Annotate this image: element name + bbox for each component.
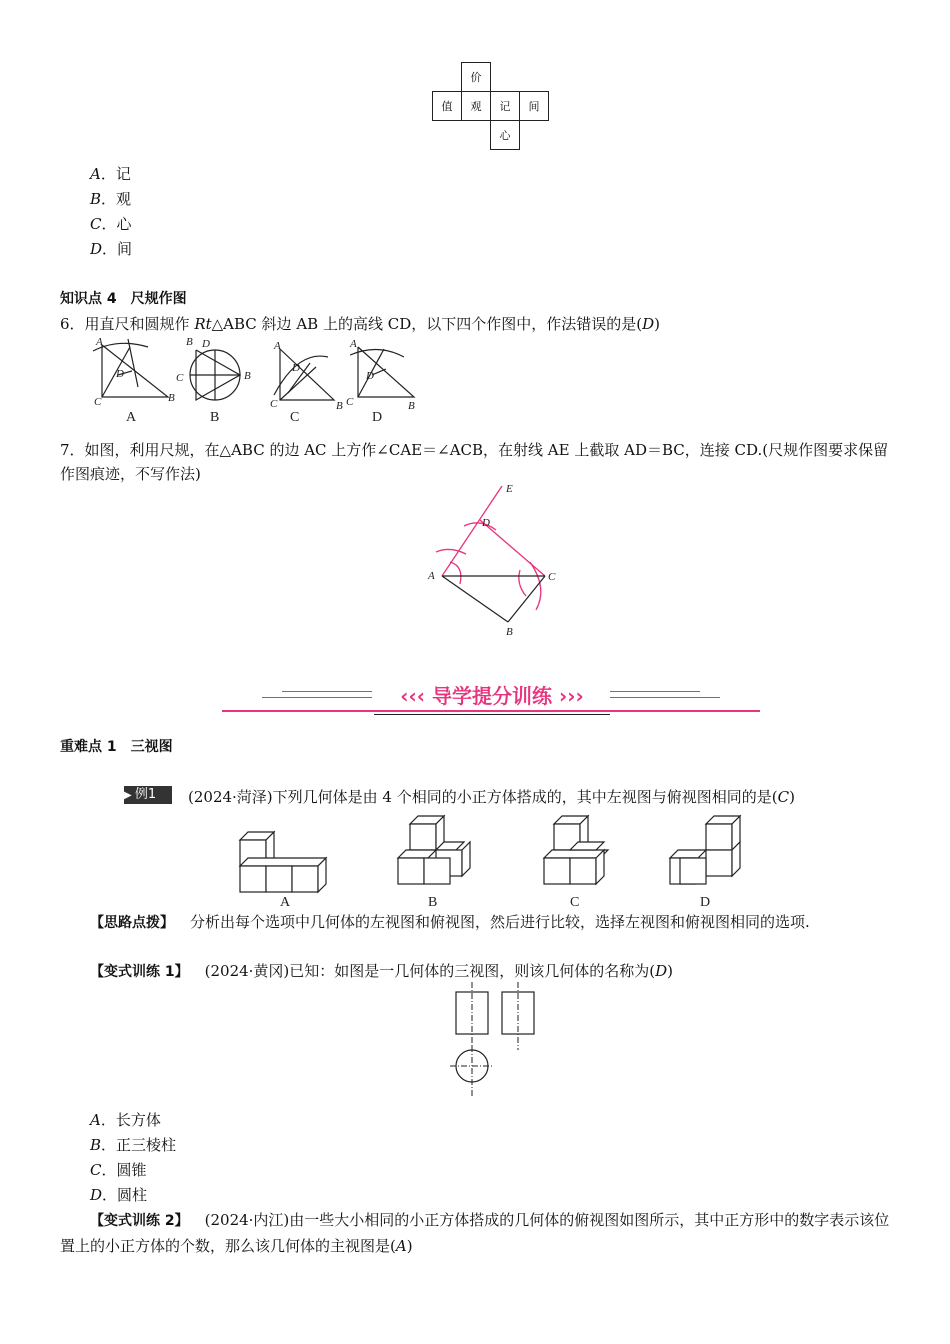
svg-text:B: B: [168, 392, 175, 404]
section-title: 知识点 4 尺规作图: [60, 291, 187, 307]
ex1-label-d: D: [700, 895, 711, 910]
cube-net: [432, 62, 549, 150]
svg-text:C: C: [176, 372, 184, 384]
var1-option-a: A．长方体: [90, 1111, 161, 1129]
ex1-label-c: C: [570, 895, 580, 910]
svg-text:A: A: [350, 338, 357, 350]
q5-option-a: A．记: [90, 165, 131, 183]
q6-label-b: B: [210, 410, 220, 425]
example-badge: ▶ 例1: [124, 786, 172, 804]
svg-text:D: D: [292, 362, 300, 374]
chevrons-right-icon: ›››: [552, 684, 584, 708]
net-cell: 间: [520, 92, 549, 121]
three-views-figure: [440, 980, 550, 1102]
svg-text:D: D: [202, 338, 210, 350]
q5-option-d: D．间: [90, 240, 133, 258]
q6-label-d: D: [372, 410, 383, 425]
q5-option-b: B．观: [90, 190, 132, 208]
hint-paragraph: 【思路点拨】 分析出每个选项中几何体的左视图和俯视图，然后进行比较，选择左视图和俯视图相同的选项.: [90, 913, 810, 931]
svg-text:C: C: [346, 396, 354, 408]
section-banner: [222, 678, 760, 718]
example-1-text: (2024·菏泽)下列几何体是由 4 个相同的小正方体搭成的，其中左视图与俯视图相同的是(C): [188, 788, 795, 806]
net-cell: 观: [462, 92, 491, 121]
section-title: 重难点 1 三视图: [60, 739, 173, 755]
example-1-figures: [236, 806, 756, 910]
point-a: A: [428, 570, 435, 582]
q5-option-c: C．心: [90, 215, 132, 233]
point-d: D: [482, 517, 490, 529]
q6-label-a: A: [126, 410, 137, 425]
variant-2-text: 【变式训练 2】 (2024·内江)由一些大小相同的小正方体搭成的几何体的俯视图如图所示，其中正方形中的数字表示该位置上的小正方体的个数，那么该几何体的主视图是(A): [60, 1211, 890, 1255]
chevrons-left-icon: ‹‹‹: [400, 684, 432, 708]
net-cell: 值: [433, 92, 462, 121]
question-7: 7．如图，利用尺规，在△ABC 的边 AC 上方作∠CAE＝∠ACB，在射线 AE 上截取 AD＝BC，连接 CD.(尺规作图要求保留作图痕迹，不写作法): [60, 441, 889, 483]
svg-text:B: B: [408, 400, 415, 412]
svg-text:A: A: [274, 340, 281, 352]
net-cell: 记: [491, 92, 520, 121]
point-b: B: [506, 626, 513, 638]
svg-text:D: D: [116, 368, 124, 380]
play-icon: ▶: [124, 790, 135, 801]
svg-text:A: A: [96, 336, 103, 348]
q6-figures: [88, 335, 428, 427]
banner-title: ‹‹‹ 导学提分训练 ›››: [400, 684, 584, 708]
ex1-label-b: B: [428, 895, 438, 910]
svg-text:D: D: [366, 370, 374, 382]
q6-label-c: C: [290, 410, 300, 425]
var1-option-d: D．圆柱: [90, 1186, 148, 1204]
point-e: E: [506, 483, 513, 495]
svg-text:B: B: [186, 336, 193, 348]
point-c: C: [548, 571, 556, 583]
svg-text:B: B: [244, 370, 251, 382]
net-cell: 价: [462, 63, 491, 92]
net-cell: 心: [491, 121, 520, 150]
svg-text:B: B: [336, 400, 343, 412]
ex1-label-a: A: [280, 895, 291, 910]
question-6: 6．用直尺和圆规作 Rt△ABC 斜边 AB 上的高线 CD，以下四个作图中，作法错误的是(D): [60, 315, 660, 333]
q7-figure: [420, 478, 570, 640]
var1-option-c: C．圆锥: [90, 1161, 147, 1179]
svg-text:C: C: [270, 398, 278, 410]
svg-text:C: C: [94, 396, 102, 408]
variant-1-text: 【变式训练 1】 (2024·黄冈)已知：如图是一几何体的三视图，则该几何体的名称为(D): [90, 962, 674, 980]
var1-option-b: B．正三棱柱: [90, 1136, 177, 1154]
